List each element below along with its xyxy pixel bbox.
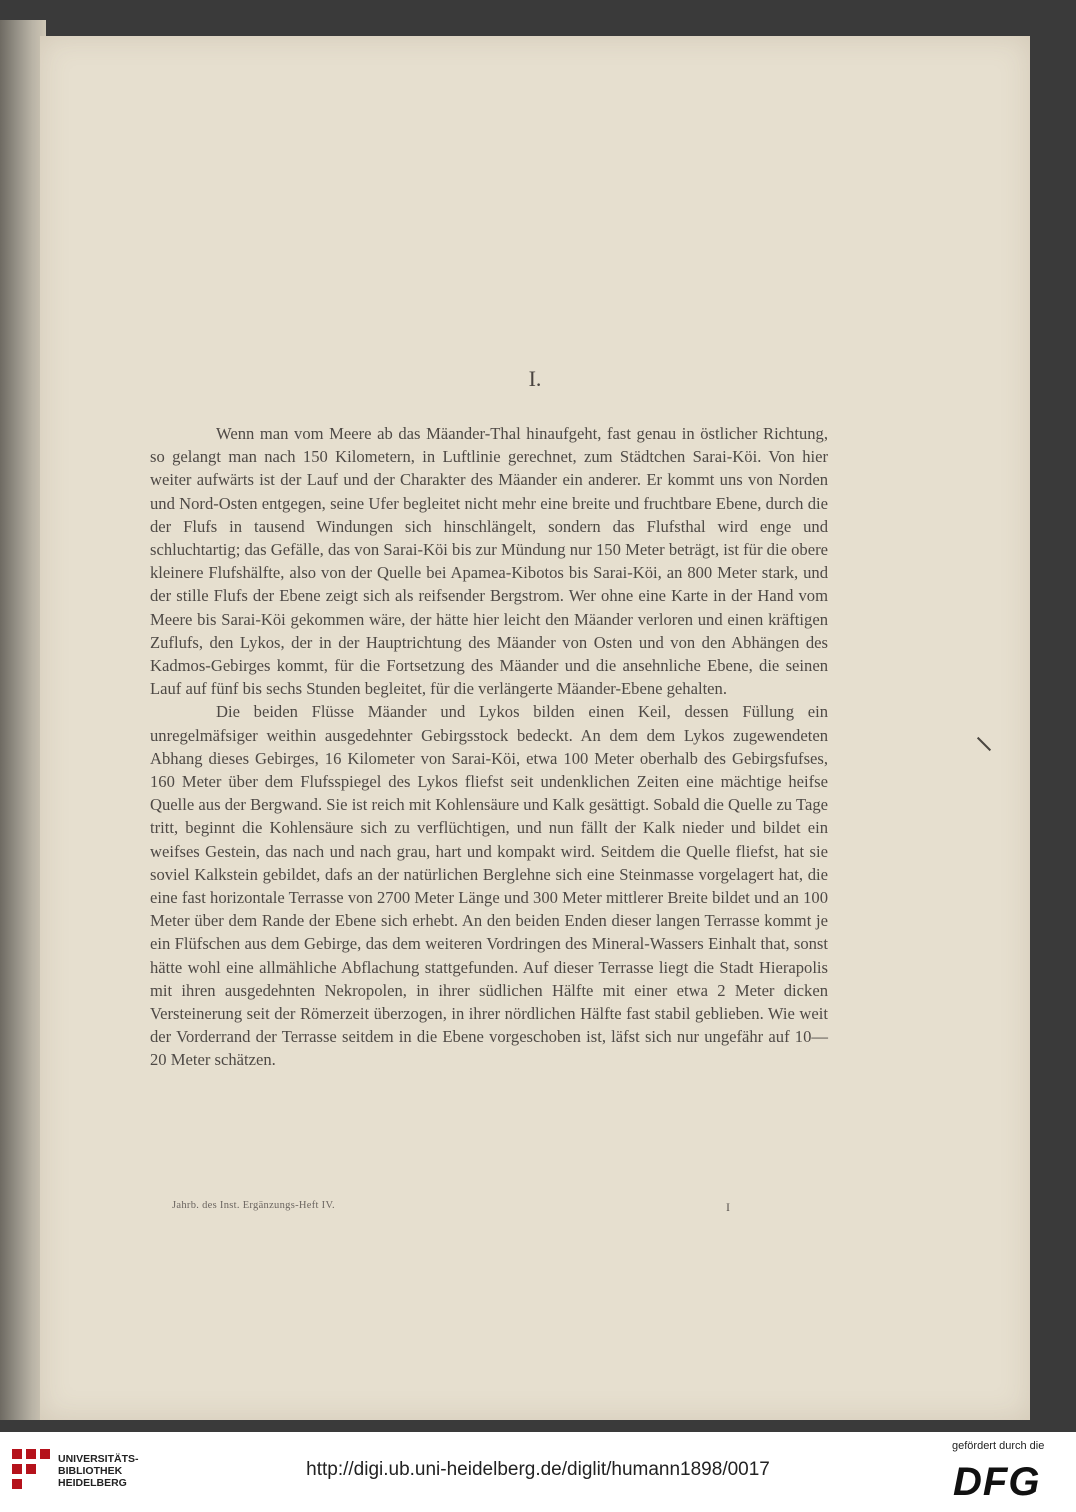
book-page [40, 36, 1030, 1420]
library-name-line-1: UNIVERSITÄTS- [58, 1453, 139, 1465]
footer-signature: Jahrb. des Inst. Ergänzungs-Heft IV. [172, 1200, 335, 1211]
paragraph-2: Die beiden Flüsse Mäander und Lykos bilden einen Keil, dessen Füllung ein unregelmäfsiger weithin ausgedehnter Gebirgsstock bedeckt. An dem dem Lykos zugewendeten Abhang dieses Gebirges, 16 Kilometer von Sarai-Köi, etwa 100 Meter oberhalb des Gebirgsfufses, 160 Meter über dem Flufsspiegel des Lykos fliefst seit undenklichen Zeiten eine mächtige heifse Quelle aus der Bergwand. Sie ist reich mit Kohlensäure und Kalk gesättigt. Sobald die Quelle zu Tage tritt, beginnt die Kohlensäure sich zu verflüchtigen, und nun fällt der Kalk nieder und bildet ein weifses Gestein, das nach und nach grau, hart und kompakt wird. Seitdem die Quelle fliefst, hat sie soviel Kalkstein gebildet, dafs an der natürlichen Berglehne sich eine Steinmasse vorgelagert hat, die eine fast horizontale Terrasse von 2700 Meter Länge und 300 Meter mittlerer Breite bildet und an 100 Meter über dem Rande der Ebene sich erhebt. An den beiden Enden dieser langen Terrasse kommt je ein Flüfschen aus dem Gebirge, das dem weiteren Vordringen des Mineral-Wassers Einhalt that, sonst hätte wohl eine allmähliche Abflachung stattgefunden. Auf dieser Terrasse liegt die Stadt Hierapolis mit ihren ausgedehnten Nekropolen, in ihrer südlichen Hälfte mit einer etwa 2 Meter dicken Versteinerung seit der Römerzeit überzogen, in ihrer nördlichen Hälfte fast stabil geblieben. Wie weit der Vorderrand der Terrasse seitdem in die Ebene vorgeschoben ist, läfst sich nur ungefähr auf 10—20 Meter schätzen. [150, 702, 828, 1070]
sponsor-caption: gefördert durch die [952, 1440, 1045, 1452]
body-text [150, 422, 828, 1072]
paragraph-1: Wenn man vom Meere ab das Mäander-Thal hinaufgeht, fast genau in östlicher Richtung, so gelangt man nach 150 Kilometern, in Luftlinie gerechnet, zum Städtchen Sarai-Köi. Von hier weiter aufwärts ist der Lauf und der Charakter des Mäander ein anderer. Er kommt uns von Norden und Nord-Osten entgegen, seine Ufer begleitet nicht mehr eine breite und fruchtbare Ebene, durch die der Flufs in tausend Windungen sich hinschlängelt, sondern das Flufsthal wird enge und schluchtartig; das Gefälle, das von Sarai-Köi bis zur Mündung nur 150 Meter beträgt, ist für die obere kleinere Flufshälfte, also von der Quelle bei Apamea-Kibotos bis Sarai-Köi, an 800 Meter stark, und der stille Flufs der Ebene zeigt sich als reifsender Bergstrom. Wer ohne eine Karte in der Hand vom Meere bis Sarai-Köi gekommen wäre, der hätte hier leicht den Mäander verloren und einen kräftigen Zuflufs, den Lykos, der in der Hauptrichtung des Mäander von Osten und von den Abhängen des Kadmos-Gebirges kommt, für die Fortsetzung des Mäander und die ansehnliche Ebene, die seinen Lauf auf fünf bis sechs Stunden begleitet, für die verlängerte Mäander-Ebene gehalten. [150, 424, 828, 699]
permalink-url[interactable]: http://digi.ub.uni-heidelberg.de/diglit/humann1898/0017 [306, 1459, 770, 1480]
dfg-logo: DFG [953, 1460, 1041, 1504]
footer-sheet-number: I [726, 1200, 730, 1214]
chapter-heading: I. [528, 366, 542, 391]
library-name-line-3: HEIDELBERG [58, 1477, 127, 1489]
library-name-line-2: BIBLIOTHEK [58, 1465, 123, 1477]
